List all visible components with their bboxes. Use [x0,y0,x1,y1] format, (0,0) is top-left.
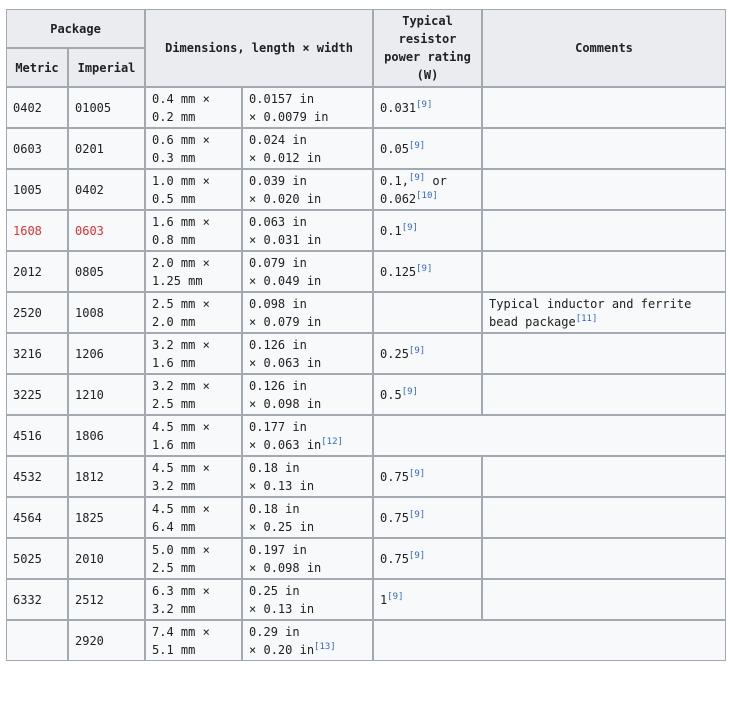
power-rating-cell [373,497,482,538]
mm-line1 [152,336,235,354]
power-rating-cell [373,87,482,128]
dimensions-in-cell [242,87,373,128]
mm-line2 [152,231,235,249]
in-line2 [249,477,366,495]
mm-line1 [152,500,235,518]
mm-length: 2.5 mm × [152,296,210,311]
imperial-code: 0201 [75,141,104,156]
power-line1 [380,263,475,281]
power-rating-cell [373,579,482,620]
header-package: Package [6,9,145,48]
mm-line2 [152,354,235,372]
metric-cell [6,538,68,579]
power-line1 [380,386,475,404]
header-comments: Comments [482,9,726,87]
mm-line2 [152,600,235,618]
in-line2 [249,272,366,290]
dimensions-in-cell [242,538,373,579]
header-imperial: Imperial [68,48,145,87]
table-row [6,497,726,538]
in-line2 [249,190,366,208]
imperial-code: 0805 [75,264,104,279]
mm-length: 4.5 mm × [152,501,210,516]
comments-cell [482,128,726,169]
in-width: × 0.031 in [249,232,322,247]
header-power-line4: (W) [416,68,439,82]
table-row [6,128,726,169]
power-line2 [380,190,475,208]
imperial-code: 1812 [75,469,104,484]
in-width: × 0.079 in [249,314,322,329]
metric-cell [6,374,68,415]
power-rating-cell [373,128,482,169]
in-line1 [249,582,366,600]
in-width: × 0.098 in [249,560,322,575]
imperial-code: 1210 [75,387,104,402]
power-value: 0.75 [380,510,409,525]
table-row [6,87,726,128]
power-rating-cell [373,456,482,497]
power-rating-cell [373,374,482,415]
dimensions-mm-cell [145,579,242,620]
in-length: 0.29 in [249,624,300,639]
in-line1 [249,172,366,190]
in-length: 0.177 in [249,419,307,434]
imperial-code: 0402 [75,182,104,197]
in-length: 0.126 in [249,378,307,393]
dimensions-mm-cell [145,251,242,292]
metric-code: 0603 [13,141,42,156]
table-row [6,620,726,661]
comment-text: Typical inductor and ferrite [489,296,692,311]
mm-line2 [152,108,235,126]
comments-cell [482,292,726,333]
mm-line2 [152,313,235,331]
imperial-code: 1806 [75,428,104,443]
in-line2 [249,231,366,249]
table-row [6,210,726,251]
reference-link[interactable]: [13] [314,641,336,652]
in-length: 0.18 in [249,460,300,475]
dimensions-mm-cell [145,87,242,128]
imperial-cell [68,292,145,333]
dimensions-mm-cell [145,415,242,456]
comments-cell [482,333,726,374]
power-line1 [380,509,475,527]
mm-width: 1.6 mm [152,355,196,370]
header-power-line3: power rating [384,50,471,64]
comments-cell [482,497,726,538]
in-length: 0.25 in [249,583,300,598]
mm-width: 0.8 mm [152,232,196,247]
metric-cell [6,333,68,374]
dimensions-in-cell [242,169,373,210]
mm-width: 0.3 mm [152,150,196,165]
mm-line1 [152,459,235,477]
metric-cell [6,579,68,620]
imperial-code: 2920 [75,633,104,648]
dimensions-in-cell [242,620,373,661]
power-line1 [380,222,475,240]
mm-width: 0.5 mm [152,191,196,206]
dimensions-mm-cell [145,333,242,374]
imperial-cell [68,538,145,579]
mm-length: 0.4 mm × [152,91,210,106]
dimensions-mm-cell [145,128,242,169]
mm-length: 4.5 mm × [152,460,210,475]
mm-length: 5.0 mm × [152,542,210,557]
power-rating-cell [373,538,482,579]
comments-cell [482,210,726,251]
imperial-code: 2512 [75,592,104,607]
power-value: 0.5 [380,387,402,402]
in-width: × 0.13 in [249,601,315,616]
imperial-cell [68,374,145,415]
mm-length: 7.4 mm × [152,624,210,639]
in-length: 0.024 in [249,132,307,147]
in-line2 [249,354,366,372]
mm-line1 [152,90,235,108]
power-value: 0.1 [380,223,402,238]
mm-line2 [152,395,235,413]
in-length: 0.18 in [249,501,300,516]
power-line1 [380,550,475,568]
in-line1 [249,500,366,518]
mm-line1 [152,172,235,190]
table-row [6,169,726,210]
header-metric: Metric [6,48,68,87]
power-value: 0.05 [380,141,409,156]
in-line2 [249,395,366,413]
power-line1 [380,172,475,190]
comments-cell [482,251,726,292]
metric-code: 4532 [13,469,42,484]
in-width: × 0.012 in [249,150,322,165]
power-value: 0.75 [380,469,409,484]
in-line1 [249,459,366,477]
mm-line1 [152,131,235,149]
power-line1 [380,99,475,117]
power-line1 [380,345,475,363]
mm-width: 2.0 mm [152,314,196,329]
mm-length: 3.2 mm × [152,378,210,393]
reference-link[interactable]: [9] [408,550,426,561]
mm-line2 [152,559,235,577]
metric-cell [6,456,68,497]
comments-cell [482,579,726,620]
metric-code: 5025 [13,551,42,566]
dimensions-mm-cell [145,497,242,538]
dimensions-in-cell [242,415,373,456]
header-power-line2: resistor [398,32,457,46]
mm-length: 3.2 mm × [152,337,210,352]
imperial-code: 1008 [75,305,104,320]
in-line2 [249,559,366,577]
metric-code: 1608 [13,223,42,238]
reference-link[interactable]: [9] [408,509,426,520]
in-width: × 0.25 in [249,519,315,534]
power-rating-cell [373,169,482,210]
in-line2 [249,518,366,536]
dimensions-in-cell [242,210,373,251]
in-line2 [249,149,366,167]
mm-line1 [152,254,235,272]
in-length: 0.0157 in [249,91,315,106]
imperial-cell [68,128,145,169]
in-line1 [249,295,366,313]
in-width: × 0.098 in [249,396,322,411]
mm-length: 0.6 mm × [152,132,210,147]
power-value: 0.25 [380,346,409,361]
in-width: × 0.020 in [249,191,322,206]
metric-code: 3225 [13,387,42,402]
mm-width: 6.4 mm [152,519,196,534]
power-value-alt: 0.062 [380,191,417,206]
mm-line1 [152,295,235,313]
power-value: 0.125 [380,264,417,279]
metric-cell [6,497,68,538]
header-dimensions: Dimensions, length × width [145,9,373,87]
metric-cell [6,128,68,169]
metric-code: 0402 [13,100,42,115]
mm-line2 [152,518,235,536]
power-line1 [380,468,475,486]
imperial-cell [68,210,145,251]
power-rating-cell [373,333,482,374]
metric-cell [6,620,68,661]
reference-link[interactable]: [11] [575,313,598,324]
package-table [6,9,726,661]
imperial-cell [68,415,145,456]
imperial-cell [68,169,145,210]
mm-width: 3.2 mm [152,478,196,493]
dimensions-mm-cell [145,374,242,415]
mm-width: 5.1 mm [152,642,196,657]
mm-width: 2.5 mm [152,560,196,575]
mm-length: 6.3 mm × [152,583,210,598]
in-width: × 0.063 in [249,355,322,370]
mm-line2 [152,149,235,167]
metric-code: 2012 [13,264,42,279]
power-value: 1 [380,592,388,607]
in-line1 [249,90,366,108]
imperial-code: 1206 [75,346,104,361]
reference-link[interactable]: [9] [408,345,426,356]
comments-cell [482,374,726,415]
in-length: 0.079 in [249,255,307,270]
metric-cell [6,87,68,128]
mm-line1 [152,582,235,600]
dimensions-mm-cell [145,292,242,333]
imperial-cell [68,251,145,292]
table-row [6,333,726,374]
metric-code: 3216 [13,346,42,361]
imperial-cell [68,456,145,497]
dimensions-mm-cell [145,538,242,579]
reference-link[interactable]: [9] [408,140,426,151]
mm-line1 [152,541,235,559]
mm-line2 [152,272,235,290]
comment-line2 [489,313,719,331]
reference-link[interactable]: [9] [408,468,426,479]
power-line1 [380,591,475,609]
in-length: 0.197 in [249,542,307,557]
in-width: × 0.20 in [249,642,315,657]
power-line1 [380,140,475,158]
imperial-cell [68,87,145,128]
in-width: × 0.13 in [249,478,315,493]
in-line1 [249,377,366,395]
dimensions-in-cell [242,456,373,497]
in-line1 [249,336,366,354]
table-row [6,456,726,497]
mm-width: 2.5 mm [152,396,196,411]
metric-cell [6,251,68,292]
in-line1 [249,213,366,231]
imperial-code: 1825 [75,510,104,525]
table-body [6,87,726,661]
metric-cell [6,169,68,210]
table-row [6,251,726,292]
in-line2 [249,313,366,331]
comments-cell [482,87,726,128]
header-power-line1: Typical [402,14,453,28]
dimensions-in-cell [242,374,373,415]
in-width: × 0.0079 in [249,109,329,124]
mm-line2 [152,190,235,208]
imperial-cell [68,333,145,374]
in-line1 [249,131,366,149]
mm-line1 [152,623,235,641]
table-row [6,579,726,620]
mm-line1 [152,377,235,395]
power-rating-cell [373,210,482,251]
dimensions-mm-cell [145,169,242,210]
in-line2 [249,600,366,618]
in-line2 [249,108,366,126]
comments-cell [482,169,726,210]
mm-line2 [152,436,235,454]
dimensions-in-cell [242,128,373,169]
table-row [6,415,726,456]
metric-cell [6,210,68,251]
dimensions-in-cell [242,579,373,620]
power-value: 0.75 [380,551,409,566]
in-width: × 0.063 in [249,437,322,452]
dimensions-in-cell [242,333,373,374]
mm-line2 [152,477,235,495]
table-row [6,538,726,579]
reference-link[interactable]: [9] [416,263,433,274]
metric-code: 2520 [13,305,42,320]
in-length: 0.039 in [249,173,307,188]
mm-width: 3.2 mm [152,601,196,616]
dimensions-in-cell [242,251,373,292]
metric-code: 1005 [13,182,42,197]
in-line1 [249,541,366,559]
metric-code: 4564 [13,510,42,525]
reference-link[interactable]: [9] [387,591,404,602]
in-width: × 0.049 in [249,273,322,288]
reference-link[interactable]: [9] [416,99,433,110]
power-value: 0.1, [380,173,409,188]
header-power-rating [373,9,482,87]
in-line1 [249,623,366,641]
in-line2 [249,436,366,454]
metric-cell [6,415,68,456]
reference-link[interactable]: [9] [401,222,418,233]
in-length: 0.098 in [249,296,307,311]
mm-length: 2.0 mm × [152,255,210,270]
dimensions-mm-cell [145,456,242,497]
imperial-cell [68,620,145,661]
dimensions-in-cell [242,292,373,333]
comment-line1 [489,295,719,313]
metric-code: 4516 [13,428,42,443]
reference-link[interactable]: [10] [416,190,438,201]
power-conjunction: or [425,173,447,188]
empty-area [373,415,726,456]
mm-length: 1.6 mm × [152,214,210,229]
reference-link[interactable]: [9] [401,386,418,397]
imperial-cell [68,497,145,538]
empty-area [373,620,726,661]
mm-line1 [152,213,235,231]
in-length: 0.126 in [249,337,307,352]
power-value: 0.031 [380,100,417,115]
table-row [6,374,726,415]
mm-length: 1.0 mm × [152,173,210,188]
mm-line2 [152,641,235,659]
dimensions-mm-cell [145,210,242,251]
in-line2 [249,641,366,659]
in-line1 [249,418,366,436]
imperial-code: 2010 [75,551,104,566]
in-line1 [249,254,366,272]
comments-cell [482,538,726,579]
mm-width: 0.2 mm [152,109,196,124]
imperial-code: 01005 [75,100,112,115]
comments-cell [482,456,726,497]
in-length: 0.063 in [249,214,307,229]
mm-width: 1.25 mm [152,273,203,288]
mm-line1 [152,418,235,436]
imperial-cell [68,579,145,620]
power-rating-cell [373,292,482,333]
comment-text: bead package [489,314,576,329]
reference-link[interactable]: [9] [408,172,426,183]
mm-width: 1.6 mm [152,437,196,452]
imperial-code: 0603 [75,223,104,238]
metric-cell [6,292,68,333]
metric-code: 6332 [13,592,42,607]
mm-length: 4.5 mm × [152,419,210,434]
dimensions-in-cell [242,497,373,538]
dimensions-mm-cell [145,620,242,661]
reference-link[interactable]: [12] [321,436,343,447]
table-row [6,292,726,333]
power-rating-cell [373,251,482,292]
